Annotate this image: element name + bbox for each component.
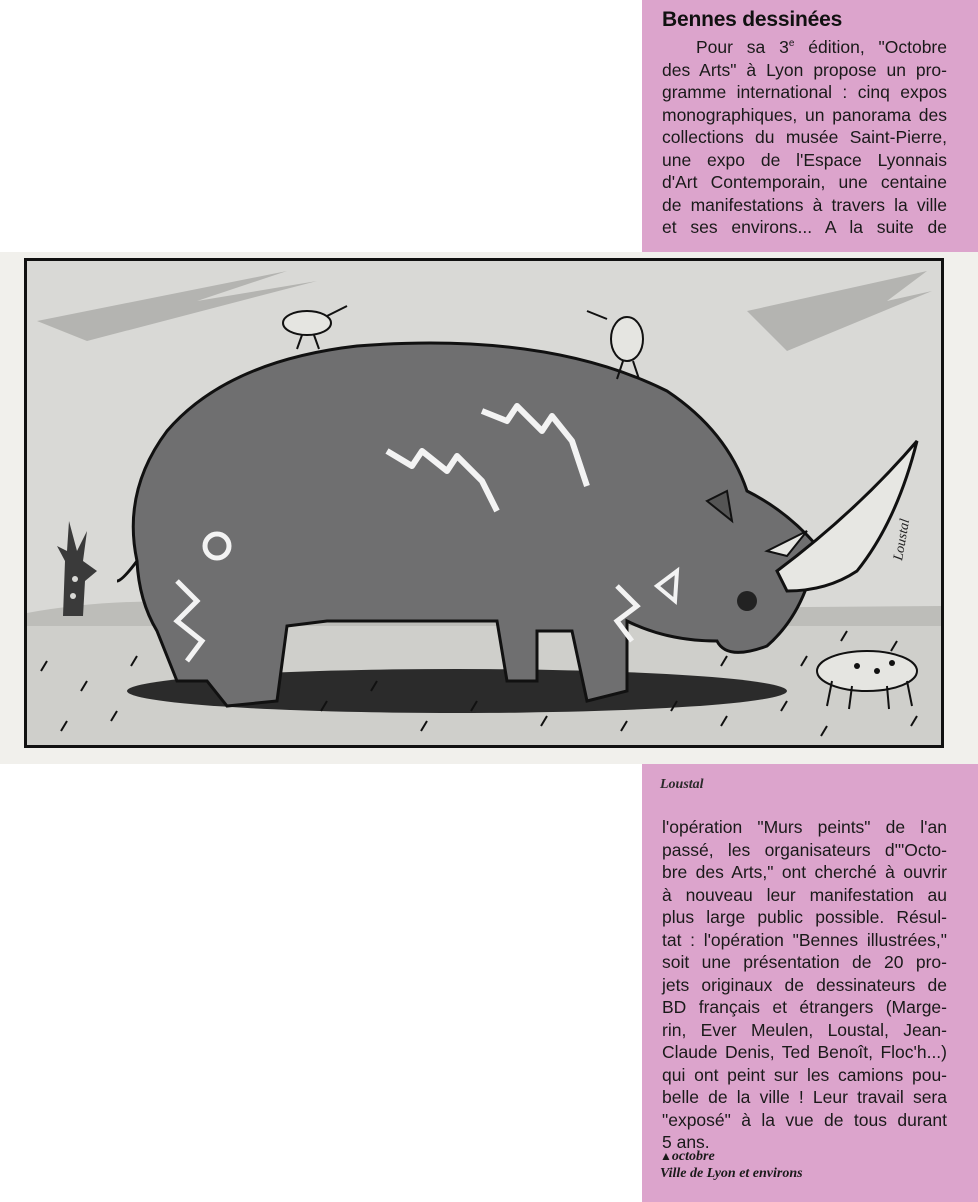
article-line: qui ont peint sur les camions pou- <box>662 1064 947 1085</box>
article-line: d'Art Contemporain, une centaine <box>662 172 947 192</box>
triangle-marker-icon: ▲ <box>660 1149 672 1163</box>
article-headline: Bennes dessinées <box>662 8 843 31</box>
article-line: plus large public possible. Résul- <box>662 907 947 927</box>
article-line: tat : l'opération "Bennes illustrées," <box>662 929 947 950</box>
article-line: rin, Ever Meulen, Loustal, Jean- <box>662 1019 947 1040</box>
article-line: BD français et étrangers (Marge- <box>662 997 947 1017</box>
article-line: monographiques, un panorama des <box>662 104 947 125</box>
article-line: à nouveau leur manifestation au <box>662 884 947 905</box>
article-line: Pour sa 3e édition, "Octobre <box>696 37 947 57</box>
event-date-line <box>660 1148 803 1165</box>
cloud-streak <box>37 271 317 341</box>
article-line: l'opération "Murs peints" de l'an <box>662 817 947 837</box>
article-line: des Arts" à Lyon propose un pro- <box>662 59 947 80</box>
article-line: passé, les organisateurs d'"Octo- <box>662 839 947 860</box>
bird <box>283 306 347 349</box>
article-line: soit une présentation de 20 pro- <box>662 952 947 972</box>
article-line: "exposé" à la vue de tous durant <box>662 1109 947 1130</box>
article-line: collections du musée Saint-Pierre, <box>662 127 947 147</box>
event-place: Ville de Lyon et environs <box>660 1166 803 1181</box>
tree <box>57 521 97 616</box>
event-date: octobre <box>671 1149 715 1164</box>
rhino-drawing <box>27 261 941 745</box>
article-line: gramme international : cinq expos <box>662 82 947 102</box>
article-line: et ses environs... A la suite de <box>662 217 947 237</box>
event-footer <box>660 1148 803 1182</box>
article-line: de manifestations à travers la ville <box>662 194 947 215</box>
article-line: bre des Arts," ont cherché à ouvrir <box>662 862 947 882</box>
article-line: une expo de l'Espace Lyonnais <box>662 149 947 170</box>
cloud-streak <box>747 271 932 351</box>
article-line: jets originaux de dessinateurs de <box>662 974 947 995</box>
article-line: belle de la ville ! Leur travail sera <box>662 1087 947 1107</box>
artist-signature: Loustal <box>891 517 914 562</box>
rhino-illustration <box>24 258 944 748</box>
article-paragraph-2 <box>662 816 947 1154</box>
article-line: Claude Denis, Ted Benoît, Floc'h...) <box>662 1042 947 1062</box>
article-paragraph-1 <box>662 36 947 239</box>
article-line: 5 ans. <box>662 1132 710 1152</box>
illustration-credit: Loustal <box>660 777 704 792</box>
